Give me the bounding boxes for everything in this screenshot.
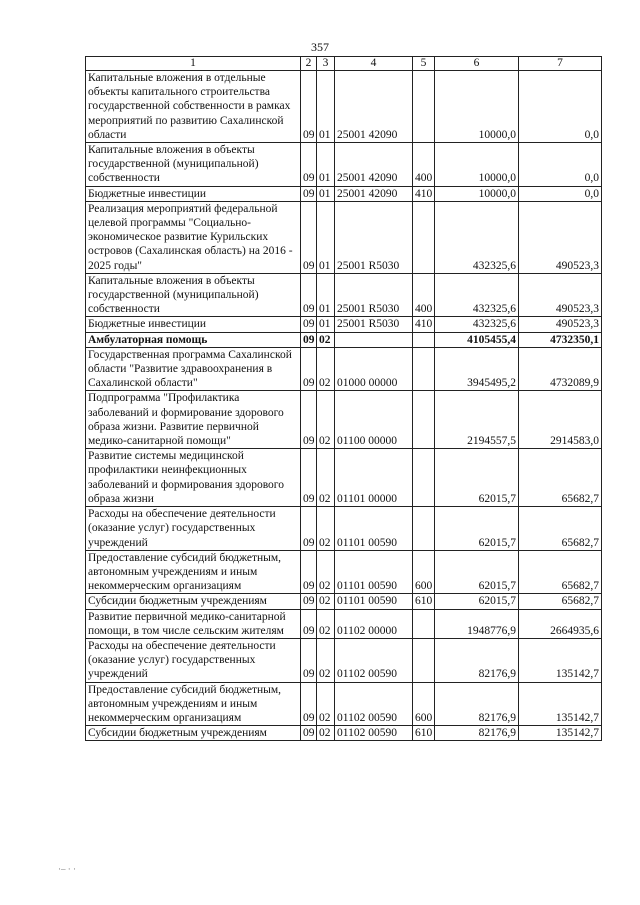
- row-target-article: 25001 R5030: [335, 201, 413, 273]
- row-value-col7: 0,0: [519, 143, 602, 187]
- row-section: 09: [301, 391, 317, 449]
- row-target-article: 25001 42090: [335, 71, 413, 143]
- row-name: Субсидии бюджетным учреждениям: [86, 594, 301, 609]
- row-section: 09: [301, 317, 317, 332]
- row-section: 09: [301, 273, 317, 317]
- table-row: [86, 273, 602, 317]
- row-subsection: 02: [317, 449, 335, 507]
- row-expense-type: [413, 507, 435, 551]
- table-row: [86, 347, 602, 391]
- row-value-col7: 490523,3: [519, 201, 602, 273]
- row-value-col6: 1948776,9: [435, 609, 519, 638]
- row-name: Капитальные вложения в отдельные объекты капитального строительства государственной собственности в рамках мероприятий по развитию Сахалинской области: [86, 71, 301, 143]
- row-target-article: 01102 00590: [335, 726, 413, 741]
- row-target-article: 01101 00000: [335, 449, 413, 507]
- row-value-col6: 82176,9: [435, 638, 519, 682]
- row-name: Расходы на обеспечение деятельности (оказание услуг) государственных учреждений: [86, 638, 301, 682]
- row-name: Бюджетные инвестиции: [86, 317, 301, 332]
- header-col-2: 2: [301, 57, 317, 71]
- row-value-col6: 62015,7: [435, 449, 519, 507]
- row-value-col6: 62015,7: [435, 594, 519, 609]
- row-value-col6: 432325,6: [435, 317, 519, 332]
- row-target-article: [335, 332, 413, 347]
- row-value-col7: 0,0: [519, 71, 602, 143]
- table-row: [86, 638, 602, 682]
- row-subsection: 02: [317, 594, 335, 609]
- row-section: 09: [301, 347, 317, 391]
- row-name: Реализация мероприятий федеральной целевой программы "Социально-экономическое развитие Курильских островов (Сахалинская область) на 2016 - 2025 годы": [86, 201, 301, 273]
- row-subsection: 01: [317, 71, 335, 143]
- row-section: 09: [301, 143, 317, 187]
- row-section: 09: [301, 609, 317, 638]
- row-subsection: 02: [317, 391, 335, 449]
- row-subsection: 02: [317, 347, 335, 391]
- row-value-col7: 135142,7: [519, 682, 602, 726]
- row-value-col6: 2194557,5: [435, 391, 519, 449]
- row-subsection: 02: [317, 726, 335, 741]
- table-row: [86, 594, 602, 609]
- row-subsection: 01: [317, 143, 335, 187]
- row-section: 09: [301, 201, 317, 273]
- row-name: Субсидии бюджетным учреждениям: [86, 726, 301, 741]
- row-section: 09: [301, 332, 317, 347]
- row-name: Предоставление субсидий бюджетным, автономным учреждениям и иным некоммерческим организациям: [86, 682, 301, 726]
- header-col-5: 5: [413, 57, 435, 71]
- table-row: [86, 317, 602, 332]
- row-expense-type: [413, 449, 435, 507]
- table-row: [86, 682, 602, 726]
- row-subsection: 01: [317, 186, 335, 201]
- row-value-col6: 432325,6: [435, 273, 519, 317]
- page-number: 357: [311, 40, 329, 54]
- row-value-col7: 65682,7: [519, 550, 602, 594]
- row-expense-type: 610: [413, 726, 435, 741]
- row-value-col7: 135142,7: [519, 638, 602, 682]
- row-target-article: 01102 00590: [335, 682, 413, 726]
- row-expense-type: [413, 71, 435, 143]
- row-value-col7: 0,0: [519, 186, 602, 201]
- table-row: [86, 143, 602, 187]
- row-expense-type: 610: [413, 594, 435, 609]
- row-value-col7: 2914583,0: [519, 391, 602, 449]
- row-value-col7: 65682,7: [519, 449, 602, 507]
- row-value-col6: 82176,9: [435, 682, 519, 726]
- row-subsection: 02: [317, 682, 335, 726]
- row-target-article: 01101 00590: [335, 594, 413, 609]
- row-subsection: 02: [317, 638, 335, 682]
- table-row: [86, 609, 602, 638]
- row-name: Бюджетные инвестиции: [86, 186, 301, 201]
- row-expense-type: [413, 201, 435, 273]
- header-col-3: 3: [317, 57, 335, 71]
- row-expense-type: 410: [413, 317, 435, 332]
- row-value-col6: 10000,0: [435, 71, 519, 143]
- row-target-article: 25001 R5030: [335, 317, 413, 332]
- row-expense-type: [413, 347, 435, 391]
- row-value-col6: 62015,7: [435, 550, 519, 594]
- row-name: Амбулаторная помощь: [86, 332, 301, 347]
- table-row: [86, 550, 602, 594]
- header-col-4: 4: [335, 57, 413, 71]
- scan-artifact: ·– · ·: [58, 864, 76, 874]
- row-expense-type: 600: [413, 550, 435, 594]
- row-section: 09: [301, 449, 317, 507]
- row-target-article: 01101 00590: [335, 507, 413, 551]
- row-value-col6: 10000,0: [435, 143, 519, 187]
- row-value-col7: 2664935,6: [519, 609, 602, 638]
- row-value-col6: 4105455,4: [435, 332, 519, 347]
- row-value-col6: 3945495,2: [435, 347, 519, 391]
- row-section: 09: [301, 71, 317, 143]
- row-subsection: 02: [317, 507, 335, 551]
- row-section: 09: [301, 186, 317, 201]
- row-target-article: 01100 00000: [335, 391, 413, 449]
- row-target-article: 01102 00590: [335, 638, 413, 682]
- row-value-col7: 4732350,1: [519, 332, 602, 347]
- row-subsection: 02: [317, 609, 335, 638]
- row-expense-type: [413, 332, 435, 347]
- header-col-7: 7: [519, 57, 602, 71]
- row-target-article: 01101 00590: [335, 550, 413, 594]
- row-expense-type: [413, 609, 435, 638]
- table-row: [86, 201, 602, 273]
- row-value-col7: 65682,7: [519, 594, 602, 609]
- row-expense-type: [413, 391, 435, 449]
- row-subsection: 01: [317, 201, 335, 273]
- row-name: Государственная программа Сахалинской области "Развитие здравоохранения в Сахалинской области": [86, 347, 301, 391]
- row-target-article: 25001 42090: [335, 186, 413, 201]
- row-section: 09: [301, 682, 317, 726]
- row-section: 09: [301, 550, 317, 594]
- table-row: [86, 186, 602, 201]
- row-value-col6: 432325,6: [435, 201, 519, 273]
- budget-table: [85, 56, 602, 741]
- table-row: [86, 507, 602, 551]
- table-row: [86, 391, 602, 449]
- row-section: 09: [301, 638, 317, 682]
- row-section: 09: [301, 507, 317, 551]
- header-col-6: 6: [435, 57, 519, 71]
- row-value-col7: 490523,3: [519, 317, 602, 332]
- row-value-col7: 4732089,9: [519, 347, 602, 391]
- row-value-col7: 490523,3: [519, 273, 602, 317]
- row-name: Подпрограмма "Профилактика заболеваний и формирование здорового образа жизни. Развитие первичной медико-санитарной помощи": [86, 391, 301, 449]
- row-value-col6: 10000,0: [435, 186, 519, 201]
- row-name: Капитальные вложения в объекты государственной (муниципальной) собственности: [86, 143, 301, 187]
- row-subsection: 02: [317, 550, 335, 594]
- row-expense-type: 400: [413, 143, 435, 187]
- table-row-section-total: [86, 332, 602, 347]
- row-target-article: 01000 00000: [335, 347, 413, 391]
- row-name: Развитие первичной медико-санитарной помощи, в том числе сельским жителям: [86, 609, 301, 638]
- row-expense-type: 400: [413, 273, 435, 317]
- row-value-col7: 65682,7: [519, 507, 602, 551]
- row-value-col6: 82176,9: [435, 726, 519, 741]
- row-name: Развитие системы медицинской профилактики неинфекционных заболеваний и формирования здорового образа жизни: [86, 449, 301, 507]
- row-target-article: 25001 42090: [335, 143, 413, 187]
- row-value-col7: 135142,7: [519, 726, 602, 741]
- header-row: [86, 57, 602, 71]
- row-value-col6: 62015,7: [435, 507, 519, 551]
- row-name: Предоставление субсидий бюджетным, автономным учреждениям и иным некоммерческим организациям: [86, 550, 301, 594]
- row-subsection: 01: [317, 273, 335, 317]
- row-target-article: 01102 00000: [335, 609, 413, 638]
- row-subsection: 02: [317, 332, 335, 347]
- row-subsection: 01: [317, 317, 335, 332]
- table-row: [86, 449, 602, 507]
- row-name: Капитальные вложения в объекты государственной (муниципальной) собственности: [86, 273, 301, 317]
- header-col-1: 1: [86, 57, 301, 71]
- row-expense-type: 600: [413, 682, 435, 726]
- row-target-article: 25001 R5030: [335, 273, 413, 317]
- table-row: [86, 71, 602, 143]
- row-section: 09: [301, 726, 317, 741]
- table-row: [86, 726, 602, 741]
- row-expense-type: 410: [413, 186, 435, 201]
- row-name: Расходы на обеспечение деятельности (оказание услуг) государственных учреждений: [86, 507, 301, 551]
- row-expense-type: [413, 638, 435, 682]
- row-section: 09: [301, 594, 317, 609]
